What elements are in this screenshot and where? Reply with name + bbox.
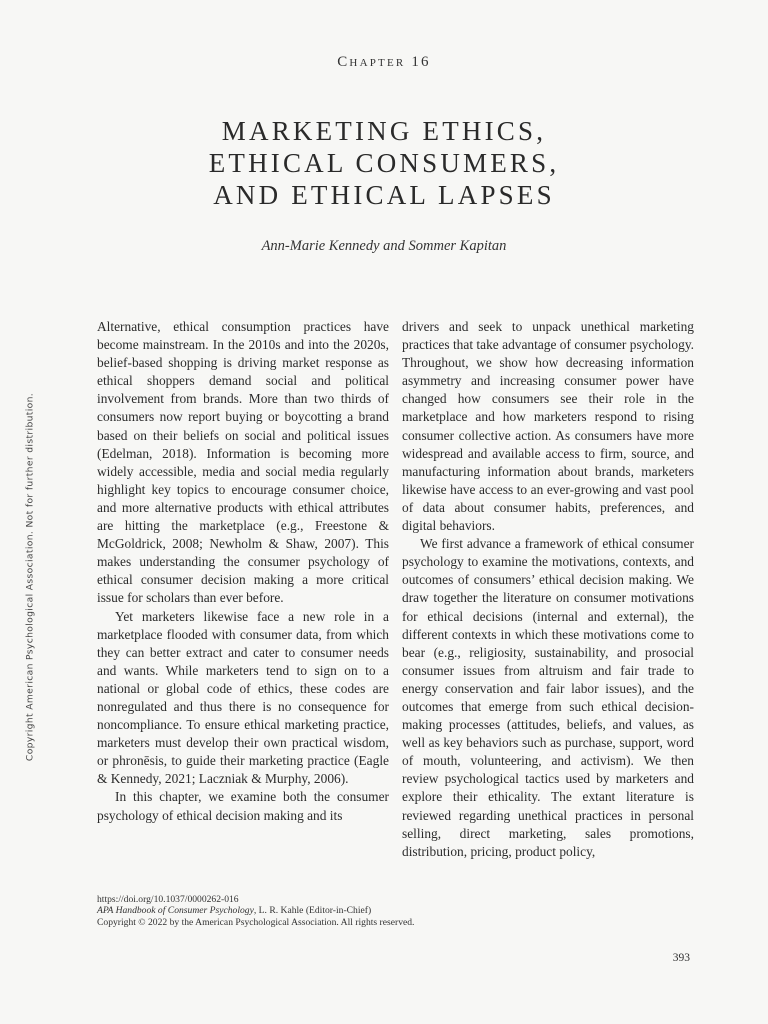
book-title: APA Handbook of Consumer Psychology: [97, 905, 254, 917]
title-line: ETHICAL CONSUMERS,: [208, 148, 560, 178]
footer: [97, 894, 597, 928]
sidebar-copyright-text: Copyright American Psychological Association. Not for further distribution.: [24, 392, 36, 762]
paragraph: Yet marketers likewise face a new role in a marketplace flooded with consumer data, from which they can better extract and cater to consumer needs and wants. While marketers tend to sign on to a national or global code of ethics, these codes are nonregulated and thus there is no consequence for noncompliance. To ensure ethical marketing practice, marketers must develop their own practical wisdom, or phronēsis, to guide their marketing practice (Eagle & Kennedy, 2021; Laczniak & Murphy, 2006).: [97, 608, 389, 787]
sidebar-copyright: [24, 385, 36, 770]
page-number: 393: [672, 952, 690, 964]
doi-link[interactable]: https://doi.org/10.1037/0000262-016: [97, 894, 239, 905]
authors: Ann-Marie Kennedy and Sommer Kapitan: [261, 238, 507, 254]
body-column-left: [97, 318, 389, 825]
title-line: MARKETING ETHICS,: [221, 116, 547, 146]
book-citation: [97, 905, 597, 916]
paragraph: drivers and seek to unpack unethical marketing practices that take advantage of consumer psychology. Throughout, we show how decreasing information asymmetry and increasing consumer power have changed how consumers see their role in the marketplace and how marketers respond to rising consumer collective action. As consumers have more widespread and available access to firm, source, and manufacturing information about brands, marketers likewise have access to an ever-growing and vast pool of data about consumer habits, preferences, and digital behaviors.: [402, 319, 694, 534]
book-editor: , L. R. Kahle (Editor-in-Chief): [253, 905, 372, 917]
title-line: AND ETHICAL LAPSES: [213, 180, 555, 210]
paragraph: In this chapter, we examine both the consumer psychology of ethical decision making and its: [97, 789, 389, 823]
copyright-notice: Copyright © 2022 by the American Psychological Association. All rights reserved.: [97, 916, 415, 928]
chapter-label: Chapter 16: [337, 54, 431, 70]
paragraph: Alternative, ethical consumption practices have become mainstream. In the 2010s and into the 2020s, belief-based shopping is driving market response as ethical shoppers demand social and political involvement from brands. More than two thirds of consumers now report buying or boycotting a brand based on their beliefs on social and political issues (Edelman, 2018). Information is becoming more widely accessible, media and social media regularly highlight key topics to encourage consumer choice, and more alternative products with ethical attributes are hitting the marketplace (e.g., Freestone & McGoldrick, 2008; Newholm & Shaw, 2007). This makes understanding the consumer psychology of ethical consumer decision making a more critical issue for scholars than ever before.: [97, 319, 389, 606]
body-column-right: [402, 318, 694, 861]
paragraph: We first advance a framework of ethical consumer psychology to examine the motivations, contexts, and outcomes of consumers’ ethical decision making. We draw together the literature on consumer motivations for ethical decisions (internal and external), the different contexts in which these motivations come to bear (e.g., religiosity, sustainability, and prosocial consumer issues from altruism and fair trade to energy conservation and fair labor issues), and the outcomes that emerge from such ethical decision-making processes (attitudes, beliefs, and values, as well as key behaviors such as purchase, support, word of mouth, volunteering, and activism). We then review psychological tactics used by marketers and explore their ethicality. The extant literature is reviewed regarding unethical practices in personal selling, direct marketing, sales promotions, distribution, pricing, product policy,: [402, 536, 694, 859]
chapter-title: [0, 115, 768, 211]
